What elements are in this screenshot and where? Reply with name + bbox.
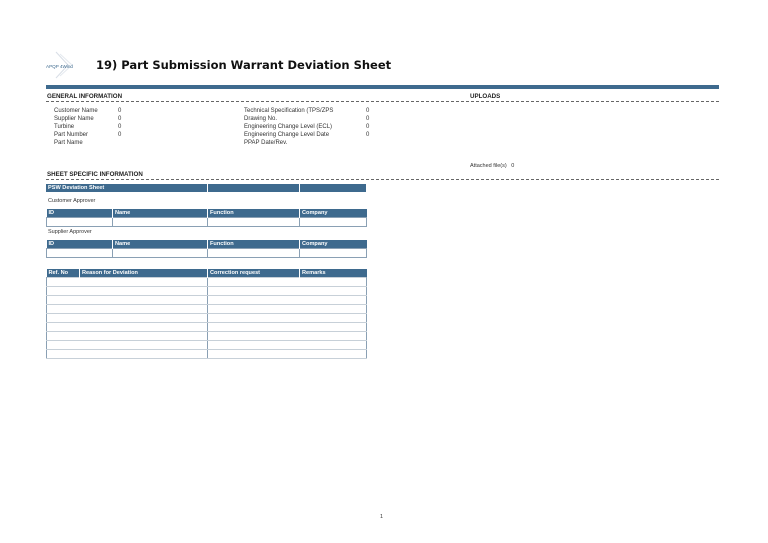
column-header-function: Function <box>208 240 300 249</box>
ref-no-cell[interactable] <box>47 278 80 287</box>
turbine-label: Turbine <box>54 124 75 130</box>
sheet-specific-heading: SHEET SPECIFIC INFORMATION <box>47 171 143 178</box>
section-divider <box>46 179 719 180</box>
table-row <box>47 305 367 314</box>
part-number-label: Part Number <box>54 132 89 138</box>
deviation-rows <box>47 278 367 359</box>
ref-no-cell[interactable] <box>47 332 80 341</box>
name-cell[interactable] <box>113 218 208 227</box>
table-row <box>47 296 367 305</box>
remarks-cell[interactable] <box>300 332 367 341</box>
table-row <box>47 323 367 332</box>
remarks-cell[interactable] <box>300 305 367 314</box>
general-info-right-labels <box>244 107 333 147</box>
ref-no-cell[interactable] <box>47 323 80 332</box>
ppap-date-label: PPAP Date/Rev. <box>244 140 288 146</box>
ref-no-cell[interactable] <box>47 350 80 359</box>
general-info-left-labels <box>54 107 98 147</box>
reason-cell[interactable] <box>80 305 208 314</box>
remarks-cell[interactable] <box>300 314 367 323</box>
ref-no-cell[interactable] <box>47 305 80 314</box>
table-row <box>47 218 367 227</box>
table-row <box>47 341 367 350</box>
ref-no-cell[interactable] <box>47 287 80 296</box>
apqp4wind-logo <box>46 50 90 80</box>
part-number-value: 0 <box>118 132 122 138</box>
turbine-value: 0 <box>118 124 122 130</box>
general-info-left-values <box>118 107 121 139</box>
ppap-date-value: 0 <box>366 132 370 138</box>
column-header-company: Company <box>300 209 367 218</box>
column-header-id: ID <box>47 209 113 218</box>
table-row <box>47 350 367 359</box>
supplier-name-label: Supplier Name <box>54 116 94 122</box>
company-cell[interactable] <box>300 218 367 227</box>
header-cell <box>299 184 366 192</box>
uploads-heading: UPLOADS <box>470 93 501 100</box>
correction-cell[interactable] <box>208 350 300 359</box>
remarks-cell[interactable] <box>300 323 367 332</box>
ecl-value: 0 <box>366 116 370 122</box>
page-title: 19) Part Submission Warrant Deviation Sheet <box>96 58 392 72</box>
customer-name-value: 0 <box>118 108 122 114</box>
table-row <box>47 314 367 323</box>
table-row <box>47 278 367 287</box>
logo-text: APQP 4Wind <box>46 64 73 69</box>
drawing-no-label: Drawing No. <box>244 116 278 122</box>
reason-cell[interactable] <box>80 332 208 341</box>
remarks-cell[interactable] <box>300 278 367 287</box>
correction-cell[interactable] <box>208 323 300 332</box>
ecl-label: Engineering Change Level (ECL) <box>244 124 333 130</box>
correction-cell[interactable] <box>208 341 300 350</box>
id-cell[interactable] <box>47 218 113 227</box>
remarks-cell[interactable] <box>300 296 367 305</box>
table-row <box>47 249 367 258</box>
reason-cell[interactable] <box>80 278 208 287</box>
column-header-reason: Reason for Deviation <box>80 269 208 278</box>
page-number: 1 <box>380 514 384 520</box>
attached-files <box>470 163 514 169</box>
general-information-heading: GENERAL INFORMATION <box>47 93 123 100</box>
correction-cell[interactable] <box>208 296 300 305</box>
attached-files-count: 0 <box>511 163 515 169</box>
reason-cell[interactable] <box>80 314 208 323</box>
column-header-name: Name <box>113 209 208 218</box>
section-divider <box>46 101 719 102</box>
header-divider <box>46 85 719 89</box>
customer-approver-table <box>46 209 367 227</box>
correction-cell[interactable] <box>208 287 300 296</box>
ref-no-cell[interactable] <box>47 341 80 350</box>
general-info-right-values <box>366 107 369 139</box>
id-cell[interactable] <box>47 249 113 258</box>
reason-cell[interactable] <box>80 350 208 359</box>
table-row <box>47 332 367 341</box>
psw-deviation-sheet-header: PSW Deviation Sheet <box>46 184 207 192</box>
deviation-table <box>46 269 367 359</box>
correction-cell[interactable] <box>208 278 300 287</box>
ref-no-cell[interactable] <box>47 296 80 305</box>
column-header-id: ID <box>47 240 113 249</box>
technical-specification-label: Technical Specification (TPS/ZPS <box>244 108 334 114</box>
table-row <box>47 287 367 296</box>
column-header-name: Name <box>113 240 208 249</box>
column-header-function: Function <box>208 209 300 218</box>
correction-cell[interactable] <box>208 314 300 323</box>
reason-cell[interactable] <box>80 296 208 305</box>
ref-no-cell[interactable] <box>47 314 80 323</box>
correction-cell[interactable] <box>208 305 300 314</box>
psw-deviation-header-table <box>46 184 366 192</box>
customer-approver-label: Customer Approver <box>48 198 96 204</box>
reason-cell[interactable] <box>80 323 208 332</box>
reason-cell[interactable] <box>80 341 208 350</box>
ecl-date-value: 0 <box>366 124 370 130</box>
supplier-approver-label: Supplier Approver <box>48 229 92 235</box>
ecl-date-label: Engineering Change Level Date <box>244 132 330 138</box>
header-cell <box>207 184 299 192</box>
part-name-label: Part Name <box>54 140 83 146</box>
drawing-no-value: 0 <box>366 108 370 114</box>
reason-cell[interactable] <box>80 287 208 296</box>
function-cell[interactable] <box>208 218 300 227</box>
remarks-cell[interactable] <box>300 341 367 350</box>
supplier-approver-table <box>46 240 367 258</box>
company-cell[interactable] <box>300 249 367 258</box>
correction-cell[interactable] <box>208 332 300 341</box>
function-cell[interactable] <box>208 249 300 258</box>
column-header-company: Company <box>300 240 367 249</box>
column-header-correction: Correction request <box>208 269 300 278</box>
customer-name-label: Customer Name <box>54 108 98 114</box>
column-header-ref-no: Ref. No <box>47 269 80 278</box>
supplier-name-value: 0 <box>118 116 122 122</box>
remarks-cell[interactable] <box>300 350 367 359</box>
name-cell[interactable] <box>113 249 208 258</box>
column-header-remarks: Remarks <box>300 269 367 278</box>
attached-files-label: Attached file(s) <box>470 163 507 169</box>
remarks-cell[interactable] <box>300 287 367 296</box>
